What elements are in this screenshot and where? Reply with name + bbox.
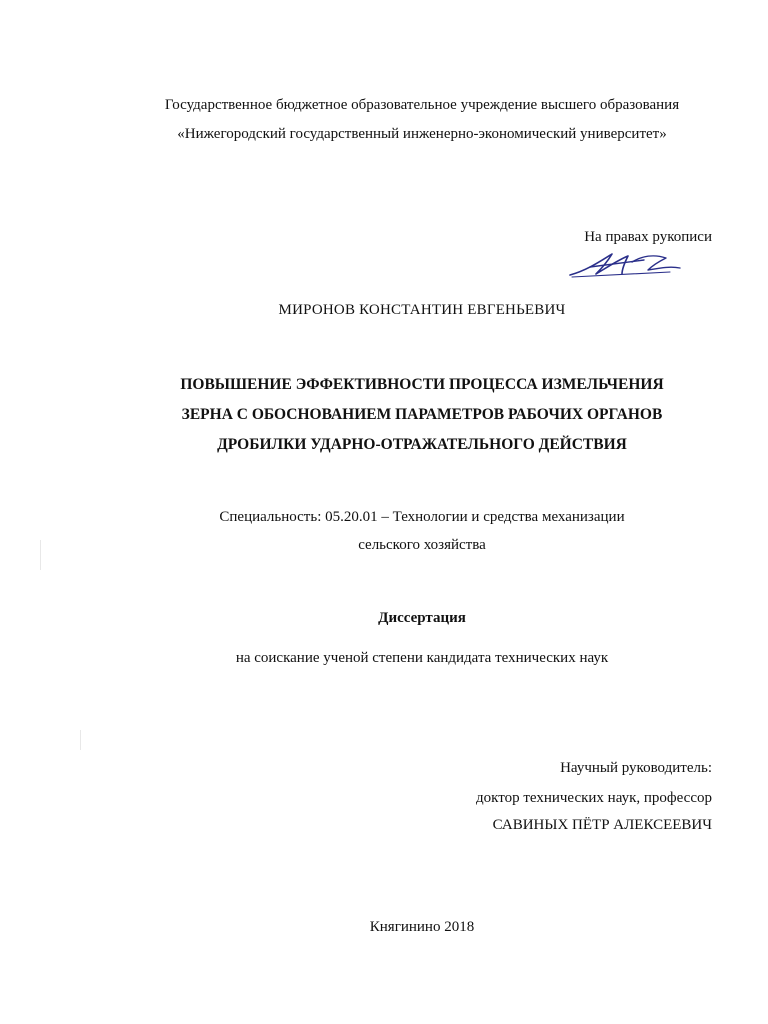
signature-image	[566, 250, 686, 280]
title-line-2: ЗЕРНА С ОБОСНОВАНИЕМ ПАРАМЕТРОВ РАБОЧИХ ОРГАНОВ	[181, 406, 663, 423]
document-type: Диссертация	[378, 610, 466, 626]
specialty-line-2: сельского хозяйства	[358, 537, 486, 553]
manuscript-note: На правах рукописи	[584, 229, 712, 245]
supervisor-name: САВИНЫХ ПЁТР АЛЕКСЕЕВИЧ	[492, 817, 712, 833]
title-line-3: ДРОБИЛКИ УДАРНО-ОТРАЖАТЕЛЬНОГО ДЕЙСТВИЯ	[217, 436, 627, 453]
supervisor-label: Научный руководитель:	[560, 760, 712, 776]
institution-line-1: Государственное бюджетное образовательное учреждение высшего образования	[164, 97, 680, 113]
specialty-line-1: Специальность: 05.20.01 – Технологии и средства механизации	[219, 509, 625, 525]
title-line-1: ПОВЫШЕНИЕ ЭФФЕКТИВНОСТИ ПРОЦЕССА ИЗМЕЛЬЧЕНИЯ	[180, 376, 664, 393]
author-name: МИРОНОВ КОНСТАНТИН ЕВГЕНЬЕВИЧ	[278, 302, 566, 318]
supervisor-rank: доктор технических наук, профессор	[475, 790, 712, 806]
place-year: Княгинино 2018	[369, 919, 475, 935]
degree-line: на соискание ученой степени кандидата технических наук	[235, 650, 609, 666]
institution-line-2: «Нижегородский государственный инженерно-экономический университет»	[177, 126, 667, 142]
scan-artifact	[80, 730, 81, 750]
